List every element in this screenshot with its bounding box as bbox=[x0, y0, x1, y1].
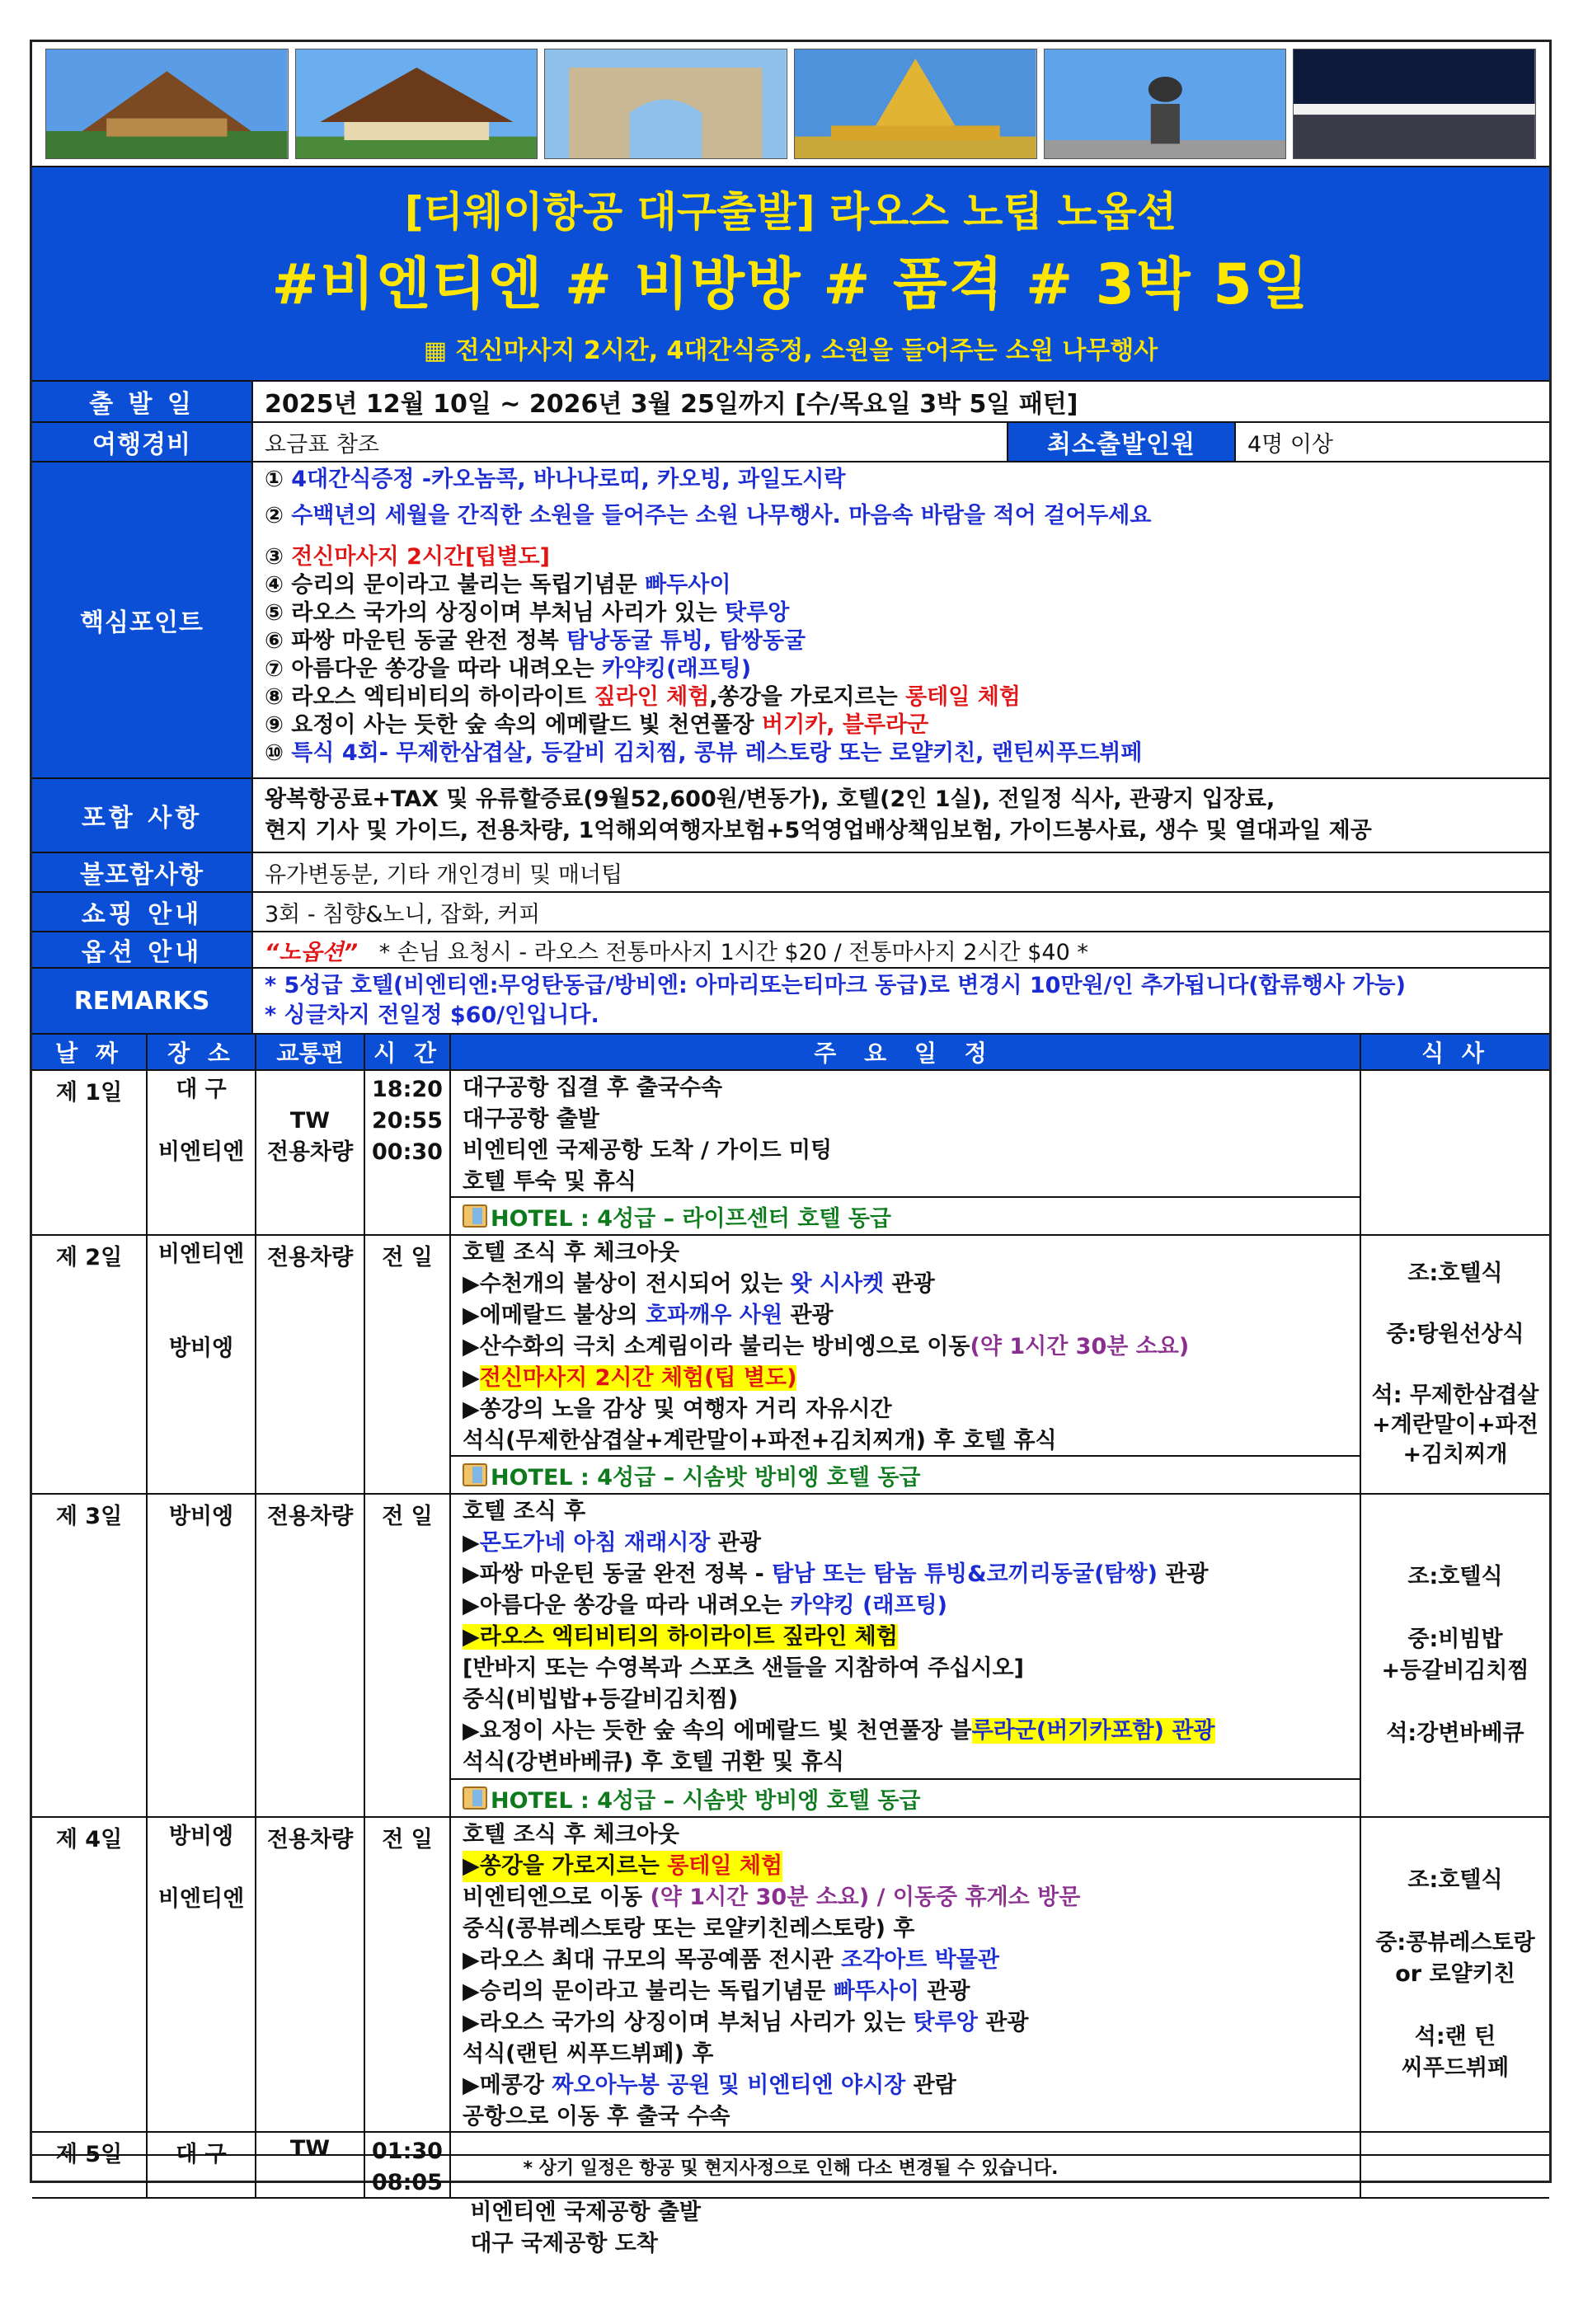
cost-value: 요금표 참조 bbox=[253, 423, 1008, 461]
row-cost bbox=[32, 423, 1549, 462]
included-value bbox=[253, 779, 1549, 852]
row-included bbox=[32, 779, 1549, 853]
key-point-7: ⑦ 아름다운 쏭강을 따라 내려오는 카약킹(래프팅) bbox=[265, 656, 752, 682]
hotel-book-icon bbox=[463, 1204, 487, 1228]
photo-strip bbox=[32, 42, 1549, 166]
day-2-place: 비엔티엔 방비엥 bbox=[148, 1236, 256, 1493]
departure-label: 출 발 일 bbox=[32, 382, 253, 421]
options-value bbox=[253, 932, 1549, 967]
day-4-label: 제 4일 bbox=[32, 1818, 148, 2131]
banner-subtitle: [티웨이항공 대구출발] 라오스 노팁 노옵션 bbox=[404, 188, 1177, 236]
day-3-label: 제 3일 bbox=[32, 1495, 148, 1816]
col-transport: 교통편 bbox=[256, 1035, 365, 1069]
row-departure bbox=[32, 382, 1549, 423]
day-2-label: 제 2일 bbox=[32, 1236, 148, 1493]
title-banner bbox=[32, 166, 1549, 382]
key-point-3: ③ 전신마사지 2시간[팁별도] bbox=[265, 544, 550, 570]
day-4-row bbox=[32, 1818, 1549, 2133]
cost-label: 여행경비 bbox=[32, 423, 253, 461]
included-label: 포함 사항 bbox=[32, 779, 253, 852]
hotel-book-icon bbox=[463, 1786, 487, 1810]
key-point-6: ⑥ 파쌍 마운틴 동굴 완전 정복 탐낭동굴 튜빙, 탐쌍동굴 bbox=[265, 628, 806, 654]
photo-pha-that-luang bbox=[794, 49, 1037, 159]
day-1-row bbox=[32, 1071, 1549, 1236]
day-1-hotel: HOTEL : 4성급 – 라이프센터 호텔 동급 bbox=[451, 1196, 1360, 1234]
remarks-label: REMARKS bbox=[32, 969, 253, 1033]
day-4-time: 전 일 bbox=[365, 1818, 451, 2131]
key-points-list bbox=[253, 462, 1549, 777]
excluded-value: 유가변동분, 기타 개인경비 및 매너팁 bbox=[265, 862, 623, 888]
banner-title: #비엔티엔 # 비방방 # 품격 # 3박 5일 bbox=[271, 252, 1310, 317]
row-shopping bbox=[32, 893, 1549, 932]
key-points-label: 핵심포인트 bbox=[32, 462, 253, 777]
row-excluded bbox=[32, 853, 1549, 893]
col-schedule: 주 요 일 정 bbox=[451, 1035, 1361, 1069]
day-5-transport: TW bbox=[256, 2133, 365, 2197]
shopping-value: 3회 - 침향&노니, 잡화, 커피 bbox=[265, 901, 541, 927]
col-place: 장 소 bbox=[148, 1035, 256, 1069]
itinerary-sheet bbox=[30, 40, 1552, 2256]
photo-laos-temple bbox=[45, 49, 289, 159]
day-1-place: 대 구 비엔티엔 bbox=[148, 1071, 256, 1234]
day-4-place: 방비엥 비엔티엔 bbox=[148, 1818, 256, 2131]
shopping-label: 쇼핑 안내 bbox=[32, 893, 253, 931]
itinerary-header bbox=[32, 1035, 1549, 1071]
remark-1: * 5성급 호텔(비엔티엔:무엉탄동급/방비엔: 아마리또는티마크 동급)로 변경시 10만원/인 추가됩니다(합류행사 가능) bbox=[265, 973, 1406, 998]
day-3-row bbox=[32, 1495, 1549, 1818]
remark-2: * 싱글차지 전일정 $60/인입니다. bbox=[265, 1002, 599, 1028]
day-3-meals: 조:호텔식 중:비빔밥 +등갈비김치찜 석:강변바베큐 bbox=[1381, 1564, 1529, 1746]
hotel-book-icon bbox=[463, 1463, 487, 1486]
day-1-schedule: 대구공항 집결 후 출국수속 대구공항 출발 비엔티엔 국제공항 도착 / 가이드 미팅 호텔 투숙 및 휴식 HOTEL : 4성급 – 라이프센터 호텔 동급 bbox=[451, 1071, 1361, 1234]
no-options-badge: “노옵션” bbox=[265, 939, 359, 965]
day-2-meals: 조:호텔식 중:탕원선상식 석: 무제한삼겹살 +계란말이+파전 +김치찌개 bbox=[1371, 1261, 1539, 1467]
day-3-schedule: 호텔 조식 후 ▶몬도가네 아침 재래시장 관광 ▶파쌍 마운틴 동굴 완전 정복 - 탐남 또는 탐놈 튜빙&코끼리동굴(탐쌍) 관광 ▶아름다운 쏭강을 따라 내려오는 카약킹 (래프팅) ▶라오스 엑티비티의 하이라이트 짚라인 체험 [반바지 또는 수영복과 스포츠 샌들을 지참하여 주십시오] 중식(비빕밥+등갈비김치찜) ▶요정이 사는 듯한 숲 속의 에메랄드 빛 천연풀장 블루라군(버기카포함) 관광 석식(강변바베큐) 후 호텔 귀환 및 휴식 HOTEL : 4성급 – 시솜밧 방비엥 호텔 동급 bbox=[451, 1495, 1361, 1816]
day-1-meals bbox=[1361, 1071, 1549, 1234]
day-1-transport: TW 전용차량 bbox=[256, 1071, 365, 1234]
col-time: 시 간 bbox=[365, 1035, 451, 1069]
row-remarks bbox=[32, 969, 1549, 1035]
photo-temple-roof bbox=[295, 49, 538, 159]
row-options bbox=[32, 932, 1549, 969]
day-4-schedule: 호텔 조식 후 체크아웃 ▶쏭강을 가로지르는 롱테일 체험 비엔티엔으로 이동 (약 1시간 30분 소요) / 이동중 휴게소 방문 중식(콩뷰레스토랑 또는 로얄키친레스토랑) 후 ▶라오스 최대 규모의 목공예품 전시관 조각아트 박물관 ▶승리의 문이라고 불리는 독립기념문 빠뚜사이 관광 ▶라오스 국가의 상징이며 부처님 사리가 있는 탓루앙 관광 석식(랜틴 씨푸드뷔페) 후 ▶메콩강 짜오아누봉 공원 및 비엔티엔 야시장 관람 공항으로 이동 후 출국 수속 bbox=[451, 1818, 1361, 2131]
key-point-10: ⑩ 특식 4회- 무제한삼겹살, 등갈비 김치찜, 콩뷰 레스토랑 또는 로얄키친, 랜틴씨푸드뷔페 bbox=[265, 740, 1143, 766]
day-1-label: 제 1일 bbox=[32, 1071, 148, 1234]
day-3-time: 전 일 bbox=[365, 1495, 451, 1816]
footer-note: * 상기 일정은 항공 및 현지사정으로 인해 다소 변경될 수 있습니다. bbox=[32, 2154, 1549, 2181]
min-participants-label: 최소출발인원 bbox=[1008, 423, 1236, 461]
departure-value: 2025년 12월 10일 ~ 2026년 3월 25일까지 [수/목요일 3박 5일 패턴] bbox=[265, 390, 1078, 419]
day-3-place: 방비엥 bbox=[148, 1495, 256, 1816]
key-point-4: ④ 승리의 문이라고 불리는 독립기념문 빠두사이 bbox=[265, 572, 731, 598]
row-key-points bbox=[32, 462, 1549, 779]
options-label: 옵션 안내 bbox=[32, 932, 253, 967]
col-meal: 식 사 bbox=[1421, 1040, 1489, 1067]
min-participants-value: 4명 이상 bbox=[1247, 431, 1334, 458]
day-2-schedule: 호텔 조식 후 체크아웃 ▶수천개의 불상이 전시되어 있는 왓 시사켓 관광 ▶에메랄드 불상의 호파깨우 사원 관광 ▶산수화의 극치 소계림이라 불리는 방비엥으로 이동(약 1시간 30분 소요) ▶전신마사지 2시간 체험(팁 별도) ▶쏭강의 노을 감상 및 여행자 거리 자유시간 석식(무제한삼겹살+계란말이+파전+김치찌개) 후 호텔 휴식 HOTEL : 4성급 – 시솜밧 방비엥 호텔 동급 bbox=[451, 1236, 1361, 1493]
day-5-label: 제 5일 bbox=[32, 2133, 148, 2197]
key-point-5: ⑤ 라오스 국가의 상징이며 부처님 사리가 있는 탓루앙 bbox=[265, 600, 790, 626]
day-5-schedule: 비엔티엔 국제공항 출발 대구 국제공항 도착 bbox=[451, 2133, 1361, 2197]
key-point-1: ① 4대간식증정 -카오놈콕, 바나나로띠, 카오빙, 과일도시락 bbox=[265, 467, 846, 492]
remarks-value bbox=[253, 969, 1549, 1033]
excluded-label: 불포함사항 bbox=[32, 853, 253, 891]
options-note: * 손님 요청시 - 라오스 전통마사지 1시간 $20 / 전통마사지 2시간 $40 * bbox=[358, 939, 1088, 965]
day-1-times: 18:20 20:55 00:30 bbox=[365, 1071, 451, 1234]
col-date: 날 짜 bbox=[32, 1035, 148, 1069]
day-5-times: 01:30 08:05 bbox=[365, 2133, 451, 2197]
photo-night-riverside bbox=[1293, 49, 1536, 159]
day-5-place: 대 구 bbox=[148, 2133, 256, 2197]
day-2-row bbox=[32, 1236, 1549, 1495]
key-point-8: ⑧ 라오스 엑티비티의 하이라이트 짚라인 체험,쏭강을 가로지르는 롱테일 체험 bbox=[265, 684, 1021, 710]
day-3-hotel: HOTEL : 4성급 – 시솜밧 방비엥 호텔 동급 bbox=[451, 1778, 1360, 1816]
photo-patuxai-gate bbox=[544, 49, 787, 159]
key-point-9: ⑨ 요정이 사는 듯한 숲 속의 에메랄드 빛 천연풀장 버기카, 블루라군 bbox=[265, 712, 929, 738]
day-3-transport: 전용차량 bbox=[256, 1495, 365, 1816]
photo-statue-monument bbox=[1044, 49, 1287, 159]
day-2-time: 전 일 bbox=[365, 1236, 451, 1493]
day-2-hotel: HOTEL : 4성급 – 시솜밧 방비엥 호텔 동급 bbox=[451, 1455, 1360, 1493]
day-4-meals: 조:호텔식 중:콩뷰레스토랑 or 로얄키친 석:랜 틴 씨푸드뷔페 bbox=[1375, 1867, 1535, 2081]
day-2-transport: 전용차량 bbox=[256, 1236, 365, 1493]
included-line-1: 왕복항공료+TAX 및 유류할증료(9월52,600원/변동가), 호텔(2인 1실), 전일정 식사, 관광지 입장료, bbox=[265, 786, 1275, 812]
included-line-2: 현지 기사 및 가이드, 전용차량, 1억해외여행자보험+5억영업배상책임보험, 가이드봉사료, 생수 및 열대과일 제공 bbox=[265, 818, 1372, 843]
key-point-2: ② 수백년의 세월을 간직한 소원을 들어주는 소원 나무행사. 마음속 바람을 적어 걸어두세요 bbox=[265, 503, 1152, 528]
day-4-transport: 전용차량 bbox=[256, 1818, 365, 2131]
banner-highlights: ▦ 전신마사지 2시간, 4대간식증정, 소원을 들어주는 소원 나무행사 bbox=[423, 336, 1158, 365]
